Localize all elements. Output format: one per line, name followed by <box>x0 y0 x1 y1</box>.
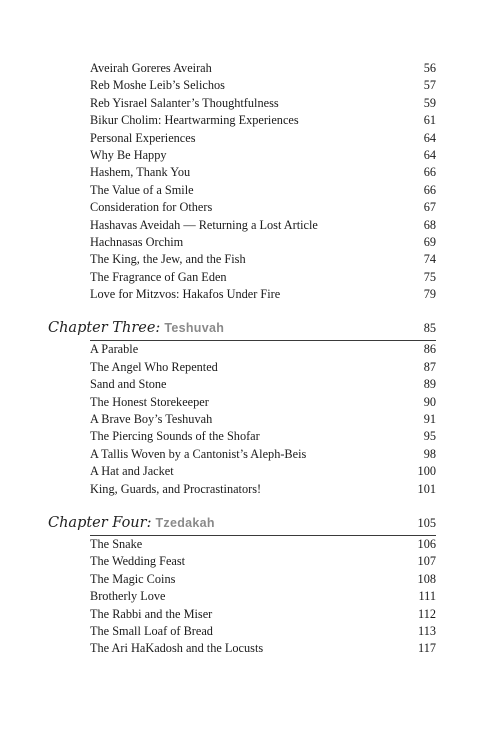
entry-page: 90 <box>423 394 436 409</box>
entry-page: 68 <box>423 217 436 232</box>
chapter-four-entries <box>0 536 500 658</box>
entry-title: Reb Moshe Leib’s Selichos <box>90 78 225 93</box>
entry-page: 66 <box>423 182 436 197</box>
entry-title: A Parable <box>90 342 139 357</box>
chapter-name: Tzedakah <box>155 515 215 530</box>
entry-page: 64 <box>423 130 436 145</box>
entry-title: A Tallis Woven by a Cantonist’s Aleph-Beis <box>90 446 307 461</box>
toc-entry <box>0 251 500 268</box>
entry-page: 86 <box>423 342 436 357</box>
toc-entry <box>0 359 500 376</box>
chapter-page: 105 <box>417 515 436 530</box>
entry-title: King, Guards, and Procrastinators! <box>90 481 262 496</box>
toc-entry <box>0 411 500 428</box>
entry-page: 91 <box>423 412 436 427</box>
toc-entry <box>0 147 500 164</box>
entry-title: Hashem, Thank You <box>90 165 191 180</box>
entry-title: Why Be Happy <box>90 147 167 162</box>
entry-title: Bikur Cholim: Heartwarming Experiences <box>90 113 299 128</box>
entry-page: 111 <box>418 589 436 604</box>
entry-page: 61 <box>423 113 436 128</box>
entry-page: 87 <box>423 359 436 374</box>
entry-page: 79 <box>423 287 436 302</box>
toc-entry <box>0 130 500 147</box>
entry-page: 117 <box>418 641 436 656</box>
toc-entry <box>0 536 500 553</box>
toc-entry <box>0 269 500 286</box>
toc-entry <box>0 164 500 181</box>
entry-page: 107 <box>417 554 436 569</box>
toc-entry <box>0 217 500 234</box>
entry-title: Love for Mitzvos: Hakafos Under Fire <box>90 287 281 302</box>
toc-entry <box>0 112 500 129</box>
entry-page: 112 <box>418 606 436 621</box>
entry-page: 67 <box>423 200 436 215</box>
chapter-page: 85 <box>423 321 436 336</box>
toc-entry <box>0 182 500 199</box>
toc-entry <box>0 553 500 570</box>
entry-title: The Magic Coins <box>90 571 176 586</box>
toc-entry <box>0 286 500 303</box>
entry-page: 66 <box>423 165 436 180</box>
toc-entry <box>0 606 500 623</box>
entry-page: 98 <box>423 446 436 461</box>
entry-page: 101 <box>417 481 436 496</box>
toc-entry <box>0 60 500 77</box>
entry-page: 106 <box>417 536 436 551</box>
entry-page: 57 <box>423 78 436 93</box>
entry-title: Brotherly Love <box>90 589 166 604</box>
toc-entry <box>0 428 500 445</box>
entry-page: 75 <box>423 269 436 284</box>
entry-page: 100 <box>417 464 436 479</box>
toc-entry <box>0 376 500 393</box>
toc-entry <box>0 571 500 588</box>
entry-title: The King, the Jew, and the Fish <box>90 252 246 267</box>
entry-title: A Brave Boy’s Teshuvah <box>90 412 213 427</box>
entry-title: The Piercing Sounds of the Shofar <box>90 429 260 444</box>
chapter-name: Teshuvah <box>164 321 225 336</box>
toc-entry <box>0 481 500 498</box>
entry-title: The Fragrance of Gan Eden <box>90 269 227 284</box>
entry-title: Reb Yisrael Salanter’s Thoughtfulness <box>90 95 279 110</box>
entry-page: 74 <box>423 252 436 267</box>
entry-page: 69 <box>423 234 436 249</box>
toc-entry <box>0 640 500 657</box>
entry-title: Aveirah Goreres Aveirah <box>90 61 212 75</box>
chapter-heading-four <box>0 513 500 533</box>
chapter-separator: : <box>146 514 152 531</box>
entry-page: 59 <box>423 95 436 110</box>
toc-entry <box>0 463 500 480</box>
chapter-heading-three <box>0 318 500 338</box>
entry-title: The Small Loaf of Bread <box>90 623 213 638</box>
entry-page: 108 <box>417 571 436 586</box>
toc-entry <box>0 446 500 463</box>
chapter-separator: : <box>155 320 161 337</box>
entry-page: 113 <box>418 623 436 638</box>
toc-entry <box>0 394 500 411</box>
entry-title: Personal Experiences <box>90 130 196 145</box>
section-entries <box>0 60 500 303</box>
entry-page: 95 <box>423 429 436 444</box>
entry-title: Hashavas Aveidah — Returning a Lost Article <box>90 217 318 232</box>
entry-title: The Value of a Smile <box>90 182 194 197</box>
toc-entry <box>0 77 500 94</box>
entry-title: The Angel Who Repented <box>90 359 218 374</box>
entry-title: The Honest Storekeeper <box>90 394 209 409</box>
toc-entry <box>0 588 500 605</box>
toc-entry <box>0 623 500 640</box>
entry-page: 56 <box>423 61 436 75</box>
chapter-three-entries <box>0 341 500 498</box>
chapter-label: Chapter Four <box>48 514 147 531</box>
entry-page: 89 <box>423 377 436 392</box>
entry-title: Hachnasas Orchim <box>90 234 184 249</box>
entry-title: A Hat and Jacket <box>90 464 174 479</box>
entry-title: Consideration for Others <box>90 200 213 215</box>
entry-title: The Wedding Feast <box>90 554 186 569</box>
toc-entry <box>0 199 500 216</box>
entry-title: The Rabbi and the Miser <box>90 606 213 621</box>
entry-title: The Ari HaKadosh and the Locusts <box>90 641 264 656</box>
toc-entry <box>0 234 500 251</box>
entry-title: The Snake <box>90 536 143 551</box>
table-of-contents <box>0 60 500 658</box>
toc-entry <box>0 95 500 112</box>
toc-entry <box>0 341 500 358</box>
chapter-label: Chapter Three <box>48 320 156 337</box>
entry-title: Sand and Stone <box>90 377 167 392</box>
entry-page: 64 <box>423 147 436 162</box>
